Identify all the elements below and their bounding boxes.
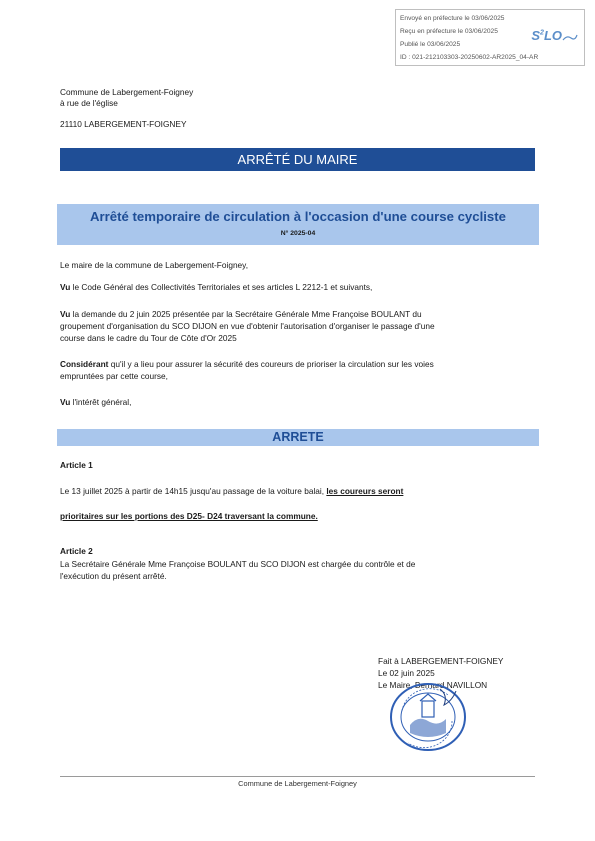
article1-line1: Le 13 juillet 2025 à partir de 14h15 jusqu'au passage de la voiture balai, les coureurs seront [60,486,404,496]
address-commune: Commune de Labergement-Foigney [60,87,194,97]
preamble-vu-demande-line2: groupement d'organisation du SCO DIJON en vue d'obtenir l'autorisation d'organiser le passage d'une [60,321,435,331]
document-banner: ARRÊTÉ DU MAIRE [60,148,535,171]
municipal-seal-icon [388,681,468,753]
article1-line2: prioritaires sur les portions des D25- D24 traversant la commune. [60,511,318,521]
address-street: à rue de l'église [60,98,118,108]
stamp-received-date: Reçu en préfecture le 03/06/2025 [400,28,498,35]
preamble-vu-demande-line3: course dans le cadre du Tour de Côte d'Or 2025 [60,333,237,343]
document-title: Arrêté temporaire de circulation à l'occasion d'une course cycliste [90,209,506,224]
article2-title: Article 2 [60,546,93,556]
preamble-considerant: Considérant qu'il y a lieu pour assurer la sécurité des coureurs de prioriser la circulation sur les voies [60,359,434,369]
arrete-banner: ARRETE [57,429,539,446]
preamble-intro: Le maire de la commune de Labergement-Foigney, [60,260,249,270]
preamble-vu-code: Vu le Code Général des Collectivités Territoriales et ses articles L 2212-1 et suivants, [60,282,373,292]
document-number: N° 2025-04 [280,230,316,237]
footer-divider [60,776,535,777]
footer-text: Commune de Labergement-Foigney [238,779,357,788]
signature-place: Fait à LABERGEMENT-FOIGNEY [378,656,504,666]
signature-date: Le 02 juin 2025 [378,668,435,678]
stamp-id: ID : 021-212103303-20250602-AR2025_04-AR [400,54,539,61]
preamble-considerant-line2: empruntées par cette course, [60,371,168,381]
preamble-vu-demande: Vu la demande du 2 juin 2025 présentée par la Secrétaire Générale Mme Françoise BOULANT du [60,309,422,319]
article1-title: Article 1 [60,460,93,470]
s2lo-logo: $S^2LO$ [531,28,562,43]
signature-signer: Le Maire, Bernard NAVILLON [378,680,488,690]
stamp-sent-date: Envoyé en préfecture le 03/06/2025 [400,15,505,22]
article2-line1: La Secrétaire Générale Mme Françoise BOULANT du SCO DIJON est chargée du contrôle et de [60,559,416,569]
stamp-published-date: Publié le 03/06/2025 [400,41,461,48]
article2-line2: l'exécution du présent arrêté. [60,571,167,581]
address-city: 21110 LABERGEMENT-FOIGNEY [60,119,187,129]
swoosh-icon [562,34,578,42]
preamble-vu-interet: Vu l'intérêt général, [60,397,132,407]
prefecture-stamp [395,9,585,66]
